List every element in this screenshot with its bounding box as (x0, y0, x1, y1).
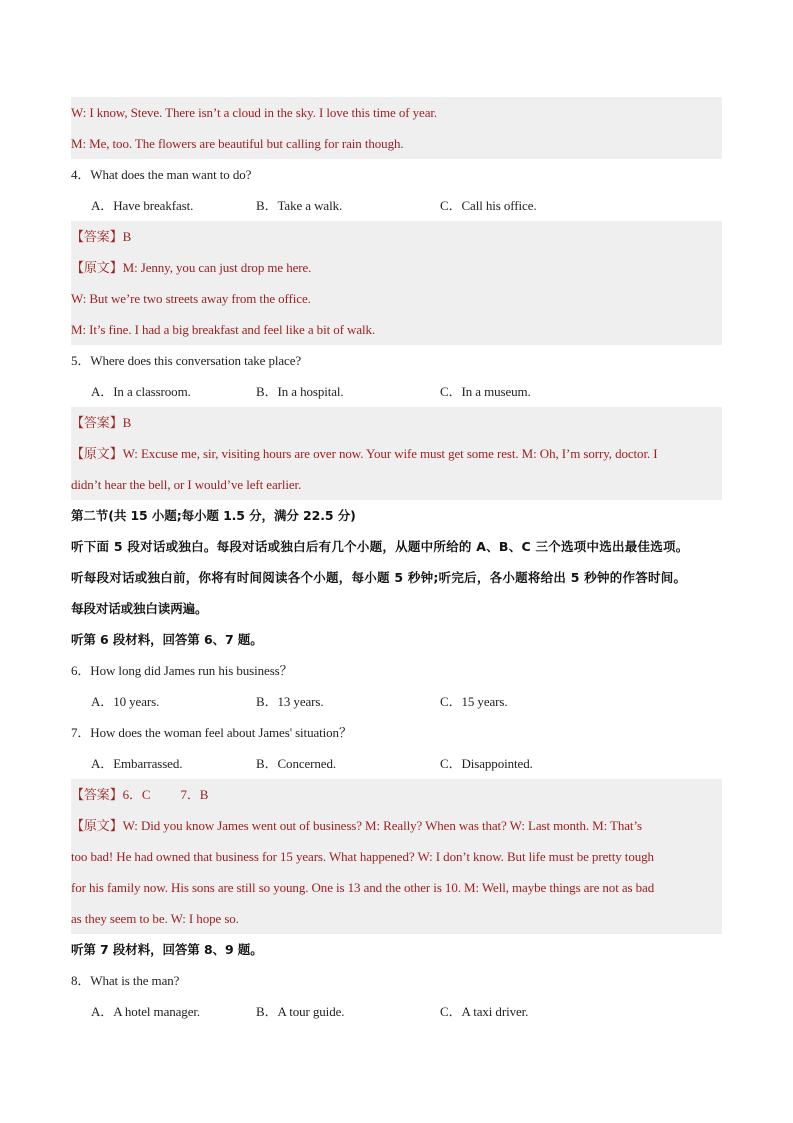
material-heading-6: 听第 6 段材料，回答第 6、7 题。 (71, 632, 263, 647)
section-heading: 第二节(共 15 小题;每小题 1.5 分，满分 22.5 分) (71, 508, 356, 523)
option-a: A．Embarrassed. (91, 756, 183, 771)
option-c: C．In a museum. (440, 384, 531, 399)
material-heading-7: 听第 7 段材料，回答第 8、9 题。 (71, 942, 263, 957)
transcript-5-line (71, 438, 722, 469)
transcript-text: W: Did you know James went out of business? M: Really? When was that? W: Last month. M: That’s (122, 818, 642, 833)
transcript-6-7-line: for his family now. His sons are still so young. One is 13 and the other is 10. M: Well, maybe things are not as bad (71, 872, 722, 903)
transcript-6-7-line: as they seem to be. W: I hope so. (71, 903, 722, 934)
transcript-4-line: W: But we’re two streets away from the office. (71, 283, 722, 314)
option-c: C．Call his office. (440, 198, 537, 213)
document-page (71, 97, 722, 1027)
transcript-6-7-line (71, 810, 722, 841)
question-8-options (71, 996, 722, 1027)
option-b: B．Take a walk. (256, 198, 343, 213)
question-5: 5．Where does this conversation take place? (71, 353, 302, 368)
option-b: B．Concerned. (256, 756, 337, 771)
option-a: A．Have breakfast. (91, 198, 194, 213)
question-6-options (71, 686, 722, 717)
answer-value: 6．C (122, 787, 151, 802)
option-c: C．A taxi driver. (440, 1004, 529, 1019)
option-a: A．In a classroom. (91, 384, 191, 399)
transcript-line: W: I know, Steve. There isn’t a cloud in the sky. I love this time of year. (71, 97, 722, 128)
section-instructions: 听每段对话或独白前，你将有时间阅读各个小题，每小题 5 秒钟;听完后，各小题将给出 5 秒钟的作答时间。 (71, 570, 687, 585)
answer-4 (71, 221, 722, 252)
transcript-tag: 【原文】 (71, 446, 123, 461)
question-7: 7．How does the woman feel about James' situation？ (71, 725, 352, 740)
question-8: 8．What is the man? (71, 973, 180, 988)
option-a: A．A hotel manager. (91, 1004, 201, 1019)
answer-5 (71, 407, 722, 438)
option-b: B．13 years. (256, 694, 324, 709)
question-7-options (71, 748, 722, 779)
answer-value: 7．B (180, 787, 209, 802)
answer-value: B (122, 415, 132, 430)
option-b: B．A tour guide. (256, 1004, 345, 1019)
section-instructions: 听下面 5 段对话或独白。每段对话或独白后有几个小题，从题中所给的 A、B、C 三个选项中选出最佳选项。 (71, 539, 689, 554)
option-a: A．10 years. (91, 694, 160, 709)
transcript-line: M: Me, too. The flowers are beautiful but calling for rain though. (71, 128, 722, 159)
answer-tag: 【答案】 (71, 229, 123, 244)
answer-tag: 【答案】 (71, 415, 123, 430)
transcript-text: W: Excuse me, sir, visiting hours are over now. Your wife must get some rest. M: Oh, I’m sorry, doctor. I (122, 446, 658, 461)
transcript-tag: 【原文】 (71, 818, 123, 833)
transcript-6-7-line: too bad! He had owned that business for 15 years. What happened? W: I don’t know. But life must be pretty tough (71, 841, 722, 872)
section-instructions: 每段对话或独白读两遍。 (71, 601, 208, 616)
question-6: 6．How long did James run his business？ (71, 663, 293, 678)
question-5-options (71, 376, 722, 407)
answer-value: B (122, 229, 132, 244)
question-4-options (71, 190, 722, 221)
answer-6-7 (71, 779, 722, 810)
option-b: B．In a hospital. (256, 384, 344, 399)
answer-tag: 【答案】 (71, 787, 123, 802)
transcript-text: M: Jenny, you can just drop me here. (122, 260, 312, 275)
transcript-tag: 【原文】 (71, 260, 123, 275)
transcript-5-line: didn’t hear the bell, or I would’ve left earlier. (71, 469, 722, 500)
option-c: C．Disappointed. (440, 756, 533, 771)
option-c: C．15 years. (440, 694, 508, 709)
transcript-4-line (71, 252, 722, 283)
question-4: 4．What does the man want to do? (71, 167, 252, 182)
transcript-4-line: M: It’s fine. I had a big breakfast and feel like a bit of walk. (71, 314, 722, 345)
